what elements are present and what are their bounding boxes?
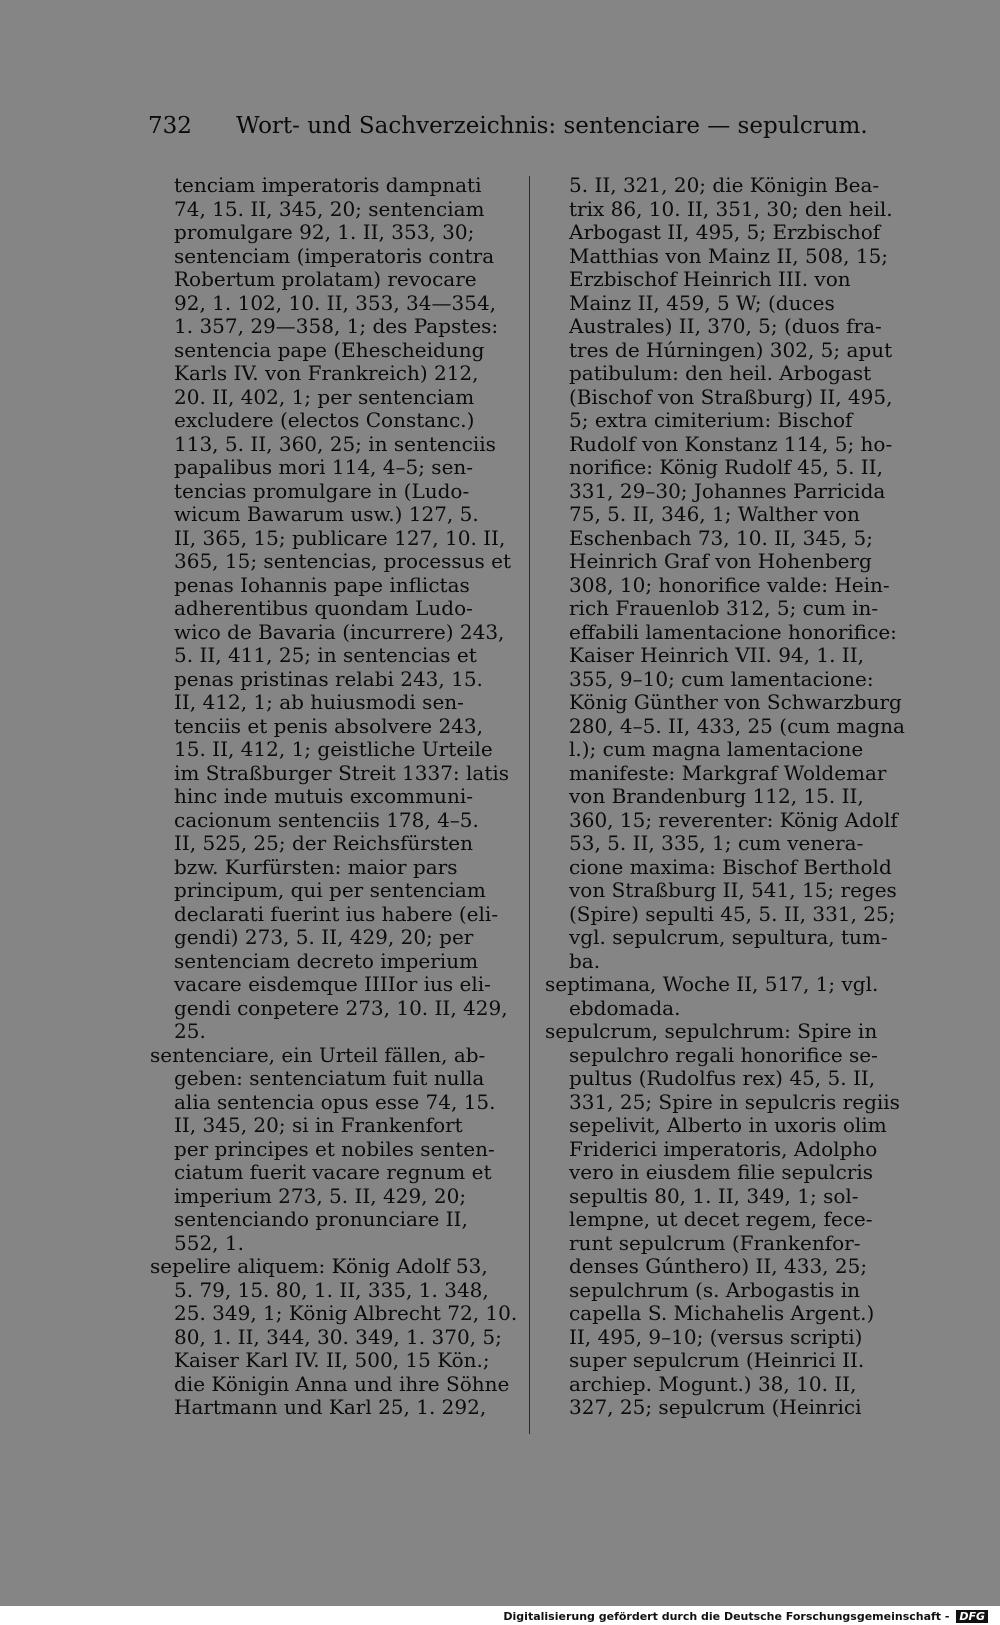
index-line: sepulchrum (s. Arbogastis in (569, 1277, 860, 1302)
index-line: Karls IV. von Frankreich) 212, (174, 361, 479, 385)
index-line: 5. 79, 15. 80, 1. II, 335, 1. 348, (174, 1277, 489, 1302)
footer-credit (503, 1610, 988, 1623)
index-line: die Königin Anna und ihre Söhne (174, 1371, 510, 1396)
index-line: sentenciam decreto imperium (174, 948, 479, 973)
index-line: II, 345, 20; si in Frankenfort (174, 1113, 463, 1137)
index-line: 25. 349, 1; König Albrecht 72, 10. (174, 1301, 518, 1325)
index-line: 552, 1. (174, 1230, 244, 1255)
index-line: 5; extra cimiterium: Bischof (569, 408, 853, 432)
index-line: 327, 25; sepulcrum (Heinrici (569, 1395, 862, 1419)
index-line: Kaiser Karl IV. II, 500, 15 Kön.; (174, 1348, 490, 1372)
index-line: 113, 5. II, 360, 25; in sentenciis (174, 431, 496, 456)
index-line: von Brandenburg 112, 15. II, (569, 784, 864, 808)
index-line: 15. II, 412, 1; geistliche Urteile (174, 737, 493, 761)
index-line: ciatum fuerit vacare regnum et (174, 1160, 492, 1184)
index-line: Eschenbach 73, 10. II, 345, 5; (569, 525, 874, 550)
index-line: sepulchro regali honorifice se- (569, 1042, 878, 1067)
index-line: promulgare 92, 1. II, 353, 30; (174, 220, 475, 244)
index-line: Friderici imperatoris, Adolpho (569, 1136, 878, 1161)
index-line: cione maxima: Bischof Berthold (569, 854, 892, 879)
index-line: Matthias von Mainz II, 508, 15; (569, 243, 889, 268)
index-line: ebdomada. (569, 995, 681, 1020)
index-line: wico de Bavaria (incurrere) 243, (174, 619, 505, 644)
index-line: 80, 1. II, 344, 30. 349, 1. 370, 5; (174, 1324, 502, 1349)
index-line: super sepulcrum (Heinrici II. (569, 1348, 865, 1372)
index-line: l.); cum magna lamentacione (569, 737, 864, 761)
index-line: (Bischof von Straßburg) II, 495, (569, 384, 893, 409)
index-line: capella S. Michahelis Argent.) (569, 1301, 875, 1325)
index-line: geben: sentenciatum fuit nulla (174, 1066, 485, 1090)
index-line: per principes et nobiles senten- (174, 1136, 495, 1161)
index-line: im Straßburger Streit 1337: latis (174, 760, 510, 785)
index-line: sentencia pape (Ehescheidung (174, 337, 485, 362)
index-line: Rudolf von Konstanz 114, 5; ho- (569, 431, 893, 456)
index-line: 280, 4–5. II, 433, 25 (cum magna (569, 713, 905, 738)
index-line: penas pristinas relabi 243, 15. (174, 666, 483, 691)
index-line: bzw. Kurfürsten: maior pars (174, 854, 458, 879)
index-line: hinc inde mutuis excommuni- (174, 784, 473, 808)
index-line: 365, 15; sentencias, processus et (174, 549, 512, 573)
index-entry-headword-line: sepulcrum, sepulchrum: Spire in (545, 1019, 878, 1043)
index-line: II, 495, 9–10; (versus scripti) (569, 1324, 863, 1349)
index-line: Australes) II, 370, 5; (duos fra- (569, 314, 882, 338)
index-line: 1. 357, 29—358, 1; des Papstes: (174, 314, 499, 338)
index-line: 308, 10; honorifice valde: Hein- (569, 572, 890, 597)
page-title: Wort- und Sachverzeichnis: sentenciare — sepulcrum. (236, 113, 868, 139)
index-line: manifeste: Markgraf Woldemar (569, 760, 887, 785)
index-line: sentenciam (imperatoris contra (174, 243, 495, 268)
index-line: excludere (electos Constanc.) (174, 408, 475, 432)
index-entry-headword-line: septimana, Woche II, 517, 1; vgl. (545, 972, 879, 996)
index-line: effabili lamentacione honorifice: (569, 619, 897, 644)
index-line: patibulum: den heil. Arbogast (569, 361, 872, 385)
index-line: rich Frauenlob 312, 5; cum in- (569, 596, 879, 620)
index-line: cacionum sentenciis 178, 4–5. (174, 807, 479, 832)
index-line: penas Iohannis pape inflictas (174, 572, 470, 597)
index-line: 53, 5. II, 335, 1; cum venera- (569, 831, 864, 855)
index-line: Hartmann und Karl 25, 1. 292, (174, 1395, 487, 1419)
index-line: wicum Bawarum usw.) 127, 5. (174, 502, 479, 526)
index-line: König Günther von Schwarzburg (569, 690, 902, 714)
index-line: vacare eisdemque IIIIor ius eli- (174, 972, 491, 996)
column-divider (529, 176, 530, 1434)
index-line: II, 525, 25; der Reichsfürsten (174, 831, 474, 855)
index-line: Heinrich Graf von Hohenberg (569, 549, 872, 573)
index-line: Erzbischof Heinrich III. von (569, 267, 851, 291)
index-line: 5. II, 411, 25; in sentencias et (174, 643, 477, 667)
index-line: 360, 15; reverenter: König Adolf (569, 807, 898, 832)
index-line: trix 86, 10. II, 351, 30; den heil. (569, 196, 893, 221)
index-line: sepelivit, Alberto in uxoris olim (569, 1113, 887, 1137)
index-line: gendi) 273, 5. II, 429, 20; per (174, 925, 474, 949)
right-column (545, 173, 905, 1420)
index-line: tenciam imperatoris dampnati (174, 173, 482, 197)
index-line: 355, 9–10; cum lamentacione: (569, 666, 874, 691)
index-line: 75, 5. II, 346, 1; Walther von (569, 502, 860, 526)
index-line: pultus (Rudolfus rex) 45, 5. II, (569, 1066, 876, 1090)
index-line: vgl. sepulcrum, sepultura, tum- (569, 925, 888, 949)
index-line: principum, qui per sentenciam (174, 878, 486, 902)
index-line: tenciis et penis absolvere 243, (174, 713, 483, 738)
index-line: Arbogast II, 495, 5; Erzbischof (569, 220, 881, 244)
index-line: 20. II, 402, 1; per sentenciam (174, 384, 475, 409)
index-line: imperium 273, 5. II, 429, 20; (174, 1183, 467, 1208)
index-line: 5. II, 321, 20; die Königin Bea- (569, 173, 880, 197)
index-entry-headword-line: sepelire aliquem: König Adolf 53, (150, 1254, 488, 1278)
index-line: runt sepulcrum (Frankenfor- (569, 1230, 861, 1255)
index-line: 74, 15. II, 345, 20; sentenciam (174, 196, 485, 221)
running-head (148, 113, 868, 147)
index-line: norifice: König Rudolf 45, 5. II, (569, 455, 883, 479)
dfg-logo: DFG (956, 1610, 988, 1623)
index-line: declarati fuerint ius habere (eli- (174, 901, 499, 926)
index-line: adherentibus quondam Ludo- (174, 596, 473, 620)
index-line: II, 412, 1; ab huiusmodi sen- (174, 690, 464, 714)
index-line: archiep. Mogunt.) 38, 10. II, (569, 1371, 857, 1396)
index-line: papalibus mori 114, 4–5; sen- (174, 455, 474, 479)
index-line: tencias promulgare in (Ludo- (174, 478, 470, 503)
index-line: Robertum prolatam) revocare (174, 267, 477, 291)
index-line: gendi conpetere 273, 10. II, 429, (174, 995, 508, 1020)
page-number: 732 (148, 113, 192, 139)
index-line: lempne, ut decet regem, fece- (569, 1207, 873, 1231)
footer-text: Digitalisierung gefördert durch die Deutsche Forschungsgemeinschaft - (503, 1610, 950, 1623)
index-line: alia sentencia opus esse 74, 15. (174, 1089, 496, 1114)
index-line: vero in eiusdem filie sepulcris (569, 1160, 873, 1184)
index-line: Kaiser Heinrich VII. 94, 1. II, (569, 643, 864, 667)
index-line: 92, 1. 102, 10. II, 353, 34—354, (174, 290, 497, 315)
index-line: von Straßburg II, 541, 15; reges (569, 878, 897, 902)
index-line: 331, 25; Spire in sepulcris regiis (569, 1089, 900, 1114)
index-line: II, 365, 15; publicare 127, 10. II, (174, 525, 506, 550)
index-line: ba. (569, 948, 601, 973)
index-entry-headword-line: sentenciare, ein Urteil fällen, ab- (150, 1042, 486, 1067)
index-line: sepultis 80, 1. II, 349, 1; sol- (569, 1183, 859, 1208)
index-line: Mainz II, 459, 5 W; (duces (569, 290, 835, 315)
index-line: 25. (174, 1019, 206, 1043)
index-line: denses Gúnthero) II, 433, 25; (569, 1254, 868, 1278)
index-line: (Spire) sepulti 45, 5. II, 331, 25; (569, 901, 896, 926)
index-line: sentenciando pronunciare II, (174, 1207, 468, 1231)
index-line: 331, 29–30; Johannes Parricida (569, 478, 886, 503)
left-column (150, 173, 518, 1420)
index-line: tres de Húrningen) 302, 5; aput (569, 337, 893, 362)
